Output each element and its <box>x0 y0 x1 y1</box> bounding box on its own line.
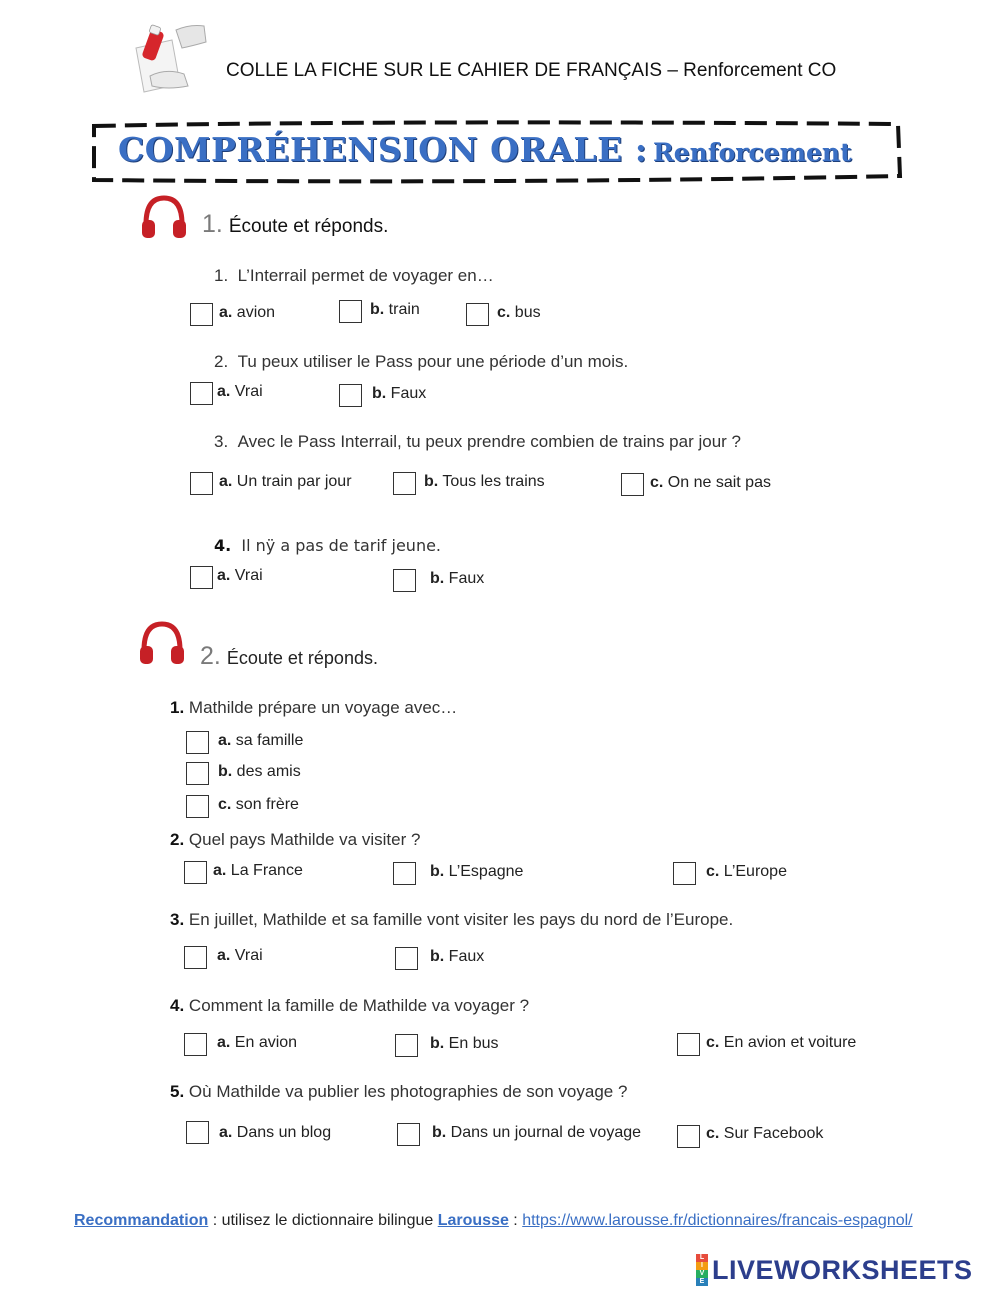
question-number: 2. <box>170 830 185 849</box>
s2-q5-option-b[interactable]: b. Dans un journal de voyage <box>397 1123 641 1146</box>
headphones-icon <box>140 194 188 242</box>
checkbox[interactable] <box>186 795 209 818</box>
checkbox[interactable] <box>186 762 209 785</box>
question-text: Avec le Pass Interrail, tu peux prendre combien de trains par jour ? <box>237 432 741 451</box>
checkbox[interactable] <box>190 303 213 326</box>
s2-q2-option-a[interactable]: a. La France <box>184 861 303 884</box>
section-1-number: 1. <box>202 210 223 238</box>
checkbox[interactable] <box>673 862 696 885</box>
section-2-heading <box>200 642 378 671</box>
s1-question-1 <box>214 266 494 286</box>
question-text: Tu peux utiliser le Pass pour une période d’un mois. <box>237 352 629 371</box>
s2-question-2 <box>170 830 420 850</box>
dictionary-link[interactable]: https://www.larousse.fr/dictionnaires/francais-espagnol/ <box>522 1212 913 1229</box>
s2-q1-option-a[interactable]: a. sa famille <box>186 731 303 754</box>
s2-question-4 <box>170 996 529 1016</box>
s1-q3-option-c[interactable]: c. On ne sait pas <box>621 473 771 496</box>
s1-q3-option-a[interactable]: a. Un train par jour <box>190 472 352 495</box>
checkbox[interactable] <box>184 1033 207 1056</box>
checkbox[interactable] <box>339 300 362 323</box>
question-text: Quel pays Mathilde va visiter ? <box>188 830 421 849</box>
checkbox[interactable] <box>621 473 644 496</box>
checkbox[interactable] <box>190 472 213 495</box>
title-main: COMPRÉHENSION ORALE : <box>118 130 648 169</box>
question-number: 3. <box>170 910 185 929</box>
section-2-number: 2. <box>200 642 221 670</box>
s1-q1-option-a[interactable]: a. avion <box>190 303 275 326</box>
checkbox[interactable] <box>190 382 213 405</box>
question-text: L’Interrail permet de voyager en… <box>237 266 494 285</box>
checkbox[interactable] <box>184 946 207 969</box>
question-number: 2. <box>214 352 229 371</box>
section-2-title: Écoute et réponds. <box>226 648 378 668</box>
s2-question-3 <box>170 910 733 930</box>
question-text: Où Mathilde va publier les photographies de son voyage ? <box>188 1082 628 1101</box>
question-text: En juillet, Mathilde et sa famille vont visiter les pays du nord de l’Europe. <box>188 910 734 929</box>
recommendation-footer <box>74 1212 913 1230</box>
liveworksheets-logo <box>696 1254 973 1286</box>
s2-question-5 <box>170 1082 627 1102</box>
s2-q5-option-c[interactable]: c. Sur Facebook <box>677 1125 823 1148</box>
s2-question-1 <box>170 698 457 718</box>
separator: : <box>508 1212 523 1229</box>
question-number: 1. <box>170 698 185 717</box>
question-number: 5. <box>170 1082 185 1101</box>
s1-q1-option-c[interactable]: c. bus <box>466 303 541 326</box>
question-text: Mathilde prépare un voyage avec… <box>188 698 458 717</box>
checkbox[interactable] <box>677 1125 700 1148</box>
s1-q2-option-a[interactable]: a. Vrai <box>190 382 263 405</box>
checkbox[interactable] <box>393 472 416 495</box>
question-number: 4. <box>170 996 185 1015</box>
s1-q4-option-a[interactable]: a. Vrai <box>190 566 263 589</box>
s1-q2-option-b[interactable]: b. Faux <box>339 384 426 407</box>
section-1-title: Écoute et réponds. <box>228 216 389 237</box>
s2-q5-option-a[interactable]: a. Dans un blog <box>186 1121 331 1144</box>
glue-hand-icon <box>132 18 210 96</box>
s2-q2-option-b[interactable]: b. L’Espagne <box>393 862 523 885</box>
s2-q3-option-b[interactable]: b. Faux <box>395 947 484 970</box>
checkbox[interactable] <box>393 862 416 885</box>
s1-q3-option-b[interactable]: b. Tous les trains <box>393 472 545 495</box>
s2-q4-option-a[interactable]: a. En avion <box>184 1033 297 1056</box>
question-number: 1. <box>214 266 229 285</box>
s1-question-2 <box>214 352 628 372</box>
live-badge-icon: L I V E <box>696 1254 708 1286</box>
brand-name: LIVEWORKSHEETS <box>712 1254 973 1285</box>
checkbox[interactable] <box>186 1121 209 1144</box>
s1-question-3 <box>214 432 741 452</box>
dictionary-name: Larousse <box>437 1212 509 1229</box>
checkbox[interactable] <box>677 1033 700 1056</box>
checkbox[interactable] <box>339 384 362 407</box>
question-number: 3. <box>214 432 229 451</box>
question-number: 4. <box>214 536 232 555</box>
checkbox[interactable] <box>186 731 209 754</box>
s2-q1-option-b[interactable]: b. des amis <box>186 762 301 785</box>
worksheet-title <box>118 130 852 169</box>
s2-q1-option-c[interactable]: c. son frère <box>186 795 299 818</box>
s1-q4-option-b[interactable]: b. Faux <box>393 569 484 592</box>
checkbox[interactable] <box>184 861 207 884</box>
s2-q4-option-b[interactable]: b. En bus <box>395 1034 498 1057</box>
checkbox[interactable] <box>397 1123 420 1146</box>
recommendation-label: Recommandation <box>74 1212 209 1229</box>
recommendation-text: : utilisez le dictionnaire bilingue <box>208 1212 438 1229</box>
checkbox[interactable] <box>466 303 489 326</box>
top-instruction: COLLE LA FICHE SUR LE CAHIER DE FRANÇAIS – Renforcement CO <box>226 60 837 81</box>
question-text: Comment la famille de Mathilde va voyager ? <box>188 996 530 1015</box>
s2-q3-option-a[interactable]: a. Vrai <box>184 946 263 969</box>
section-1-heading <box>202 210 388 239</box>
s2-q2-option-c[interactable]: c. L’Europe <box>673 862 787 885</box>
checkbox[interactable] <box>190 566 213 589</box>
checkbox[interactable] <box>393 569 416 592</box>
question-text: Il nÿ a pas de tarif jeune. <box>241 536 442 555</box>
s1-q1-option-b[interactable]: b. train <box>339 300 420 323</box>
s1-question-4 <box>214 536 441 555</box>
checkbox[interactable] <box>395 947 418 970</box>
s2-q4-option-c[interactable]: c. En avion et voiture <box>677 1033 856 1056</box>
headphones-icon <box>138 620 186 668</box>
checkbox[interactable] <box>395 1034 418 1057</box>
title-sub: Renforcement <box>652 138 852 167</box>
